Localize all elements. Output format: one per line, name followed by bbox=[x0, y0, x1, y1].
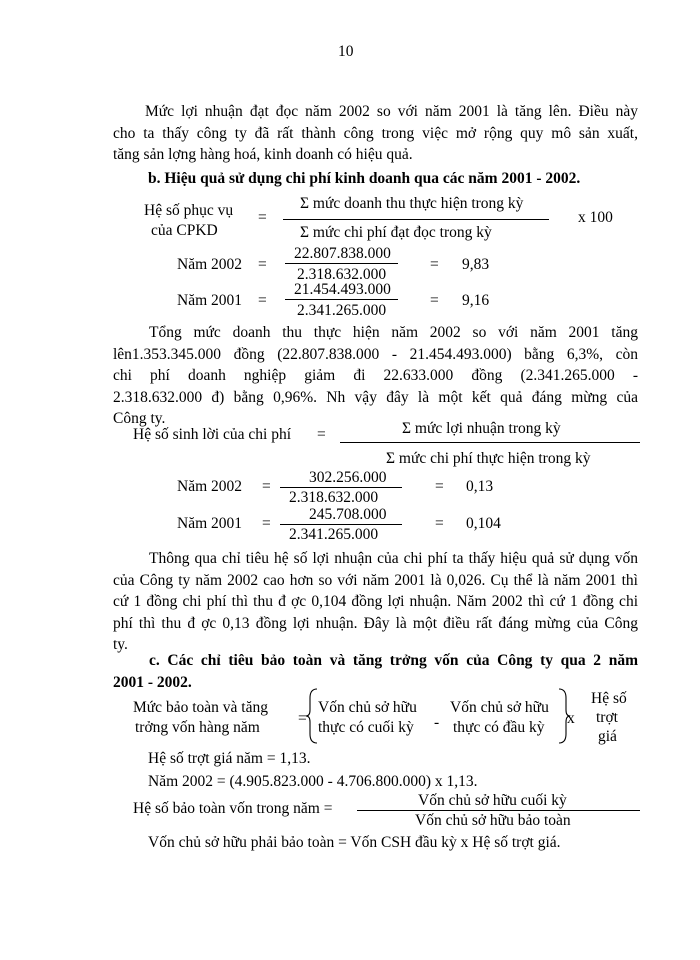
f2-den-2001: 2.341.265.000 bbox=[289, 526, 379, 543]
text-line: phí thì thu đ ợc 0,13 đồng lợi nhuận. Đây là một điều rất đáng mừng của Công bbox=[113, 614, 638, 632]
f2-num-2001: 245.708.000 bbox=[309, 506, 387, 523]
f3-begin-capital-line2: thực có đầu kỳ bbox=[453, 719, 545, 736]
left-brace-icon bbox=[305, 688, 319, 744]
capital-to-preserve-line: Vốn chủ sở hữu phải bảo toàn = Vốn CSH đầu kỳ x Hệ số trợt giá. bbox=[148, 834, 561, 851]
f1-multiplier: x 100 bbox=[578, 209, 613, 226]
f4-label: Hệ số bảo toàn vốn trong năm = bbox=[133, 800, 333, 817]
f2-result-2002: 0,13 bbox=[466, 478, 494, 495]
f2-numerator: Σ mức lợi nhuận trong kỳ bbox=[402, 420, 561, 437]
f1-num-2001: 21.454.493.000 bbox=[294, 281, 391, 298]
text-line: cho ta thấy công ty đã rất thành công trong việc mở rộng quy mô sản xuất, bbox=[113, 124, 638, 142]
f1-denominator: Σ mức chi phí đạt đọc trong kỳ bbox=[300, 224, 492, 241]
f2-num-2002: 302.256.000 bbox=[309, 469, 387, 486]
f2-result-2001: 0,104 bbox=[466, 515, 501, 532]
f2-eq-2001: = bbox=[262, 515, 271, 532]
text-line: cứ 1 đồng chi phí thì thu đ ợc 0,104 đồng lợi nhuận. Năm 2002 thì cứ 1 đồng chi bbox=[113, 593, 638, 610]
text-line: Tổng mức doanh thu thực hiện năm 2002 so với năm 2001 tăng bbox=[149, 324, 638, 341]
f1-result-2001: 9,16 bbox=[462, 292, 490, 309]
f2-label: Hệ số sinh lời của chi phí bbox=[133, 426, 292, 443]
f2-fraction-bar bbox=[340, 442, 640, 443]
paragraph-revenue bbox=[113, 322, 638, 430]
f1-year-2002: Năm 2002 bbox=[177, 256, 243, 273]
page-number: 10 bbox=[338, 43, 354, 60]
f1-numerator: Σ mức doanh thu thực hiện trong kỳ bbox=[300, 195, 524, 212]
f4-fraction-bar bbox=[357, 810, 640, 811]
f2-bar-2002 bbox=[280, 487, 402, 488]
f3-label-line2: trởng vốn hàng năm bbox=[135, 719, 260, 736]
heading-c bbox=[113, 650, 638, 693]
heading-b: b. Hiệu quả sử dụng chi phí kinh doanh qua các năm 2001 - 2002. bbox=[148, 170, 581, 187]
heading-c-line: 2001 - 2002. bbox=[113, 673, 192, 691]
f4-numerator: Vốn chủ sở hữu cuối kỳ bbox=[418, 792, 567, 809]
text-line: chi phí doanh nghiệp giảm đi 22.633.000 đồng (2.341.265.000 - bbox=[113, 367, 638, 384]
f1-bar-2001 bbox=[285, 299, 398, 300]
f1-den-2002: 2.318.632.000 bbox=[297, 266, 387, 283]
text-line: Thông qua chỉ tiêu hệ số lợi nhuận của chi phí ta thấy hiệu quả sử dụng vốn bbox=[149, 550, 638, 567]
text-line: của Công ty năm 2002 cao hơn so với năm 2001 là 0,026. Cụ thể là năm 2001 thì bbox=[113, 571, 638, 589]
f3-minus: - bbox=[434, 714, 440, 731]
f1-fraction-bar bbox=[283, 219, 549, 220]
f1-eq-2002: = bbox=[258, 256, 267, 273]
f2-year-2002: Năm 2002 bbox=[177, 478, 243, 495]
paragraph-profit bbox=[113, 101, 638, 166]
f1-label-line1: Hệ số phục vụ bbox=[144, 202, 234, 219]
text-line: lên1.353.345.000 đồng (22.807.838.000 - 21.454.493.000) bằng 6,3%, còn bbox=[113, 345, 638, 363]
paragraph-efficiency bbox=[113, 548, 638, 656]
f2-den-2002: 2.318.632.000 bbox=[289, 489, 379, 506]
f3-end-capital-line1: Vốn chủ sở hữu bbox=[318, 699, 417, 716]
f1-label-line2: của CPKD bbox=[151, 222, 218, 239]
f1-eq2-2001: = bbox=[430, 292, 439, 309]
f3-price-coef-line3: giá bbox=[598, 728, 617, 745]
f3-times: x bbox=[567, 710, 575, 727]
f3-equals: = bbox=[298, 710, 307, 727]
f3-end-capital-line2: thực có cuối kỳ bbox=[318, 719, 414, 736]
f2-year-2001: Năm 2001 bbox=[177, 515, 243, 532]
text-line: Công ty. bbox=[113, 410, 166, 427]
text-line: tăng sản lợng hàng hoá, kinh doanh có hiệu quả. bbox=[113, 146, 413, 163]
f2-eq2-2001: = bbox=[435, 515, 444, 532]
f3-begin-capital-line1: Vốn chủ sở hữu bbox=[450, 699, 549, 716]
text-line: ty. bbox=[113, 636, 128, 653]
text-line: Mức lợi nhuận đạt đọc năm 2002 so với năm 2001 là tăng lên. Điều này bbox=[145, 103, 638, 120]
f2-eq-2002: = bbox=[262, 478, 271, 495]
f1-year-2001: Năm 2001 bbox=[177, 292, 243, 309]
f1-eq2-2002: = bbox=[430, 256, 439, 273]
f1-eq-2001: = bbox=[258, 292, 267, 309]
heading-c-line: c. Các chỉ tiêu bảo toàn và tăng trởng vốn của Công ty qua 2 năm bbox=[149, 652, 638, 669]
f2-denominator: Σ mức chi phí thực hiện trong kỳ bbox=[386, 450, 591, 467]
price-coefficient-line: Hệ số trợt giá năm = 1,13. bbox=[148, 750, 311, 767]
f2-eq2-2002: = bbox=[435, 478, 444, 495]
f3-price-coef-line1: Hệ số bbox=[591, 690, 627, 707]
f1-num-2002: 22.807.838.000 bbox=[294, 245, 391, 262]
f1-bar-2002 bbox=[285, 263, 398, 264]
year-2002-calc-line: Năm 2002 = (4.905.823.000 - 4.706.800.000) x 1,13. bbox=[148, 773, 478, 790]
text-line: 2.318.632.000 đ) bằng 0,96%. Nh vậy đây là một kết quả đáng mừng của bbox=[113, 388, 638, 406]
f3-price-coef-line2: trợt bbox=[596, 709, 618, 726]
f2-equals: = bbox=[317, 426, 326, 443]
f4-denominator: Vốn chủ sở hữu bảo toàn bbox=[415, 812, 571, 829]
f3-label-line1: Mức bảo toàn và tăng bbox=[133, 699, 268, 716]
f2-bar-2001 bbox=[280, 524, 402, 525]
f1-result-2002: 9,83 bbox=[462, 256, 490, 273]
f1-equals: = bbox=[258, 209, 267, 226]
f1-den-2001: 2.341.265.000 bbox=[297, 302, 387, 319]
